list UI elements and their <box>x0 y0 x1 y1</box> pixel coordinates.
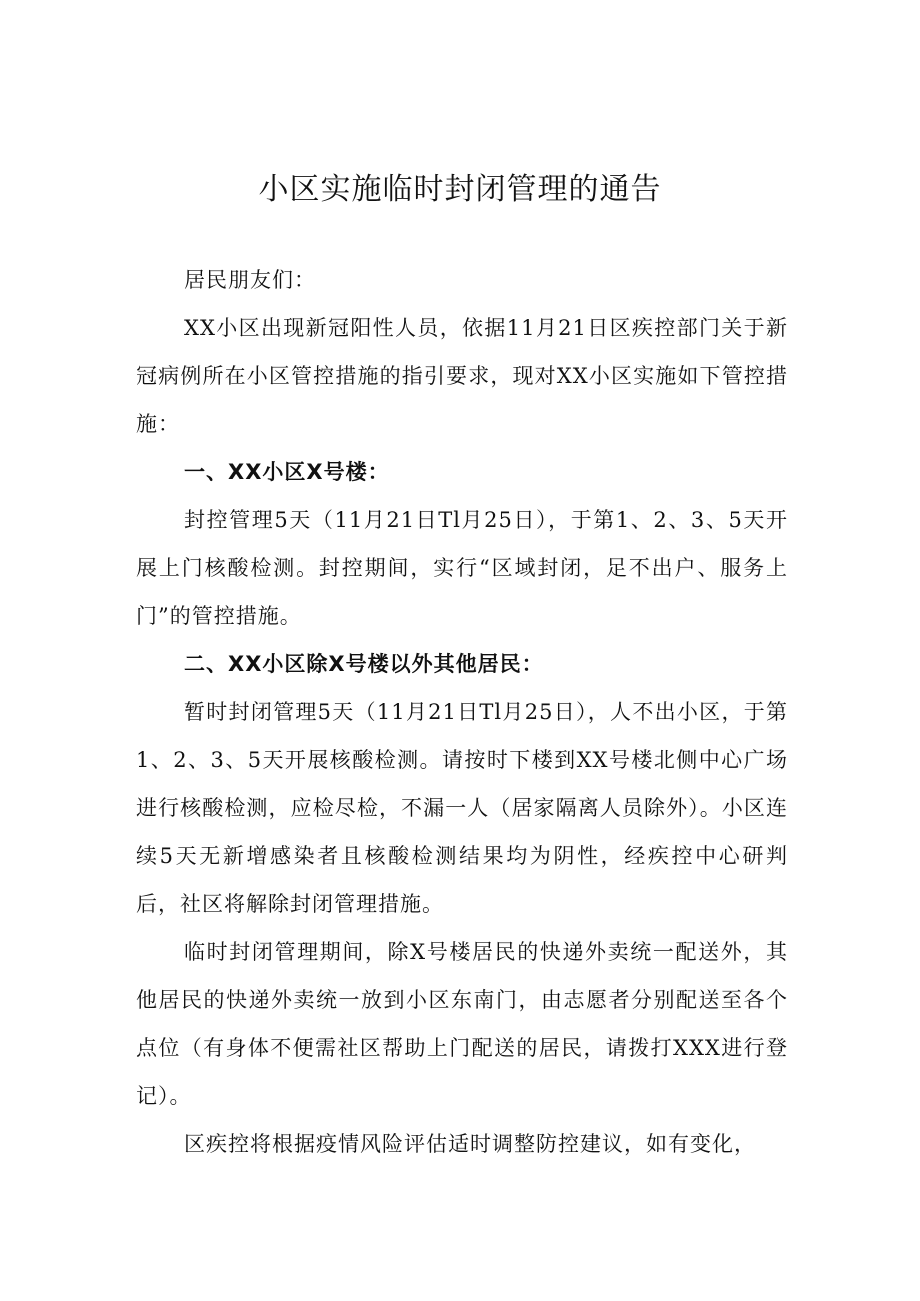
intro-paragraph: XX小区出现新冠阳性人员，依据11月21日区疾控部门关于新冠病例所在小区管控措施的指引要求，现对XX小区实施如下管控措施： <box>136 316 788 436</box>
greeting-paragraph: 居民朋友们： <box>184 268 316 292</box>
section-1-paragraph: 封控管理5天（11月21日Tl月25日），于第1、2、3、5天开展上门核酸检测。封控期间，实行“区域封闭，足不出户、服务上门”的管控措施。 <box>136 508 788 628</box>
document-title: 小区实施临时封闭管理的通告 <box>258 172 662 207</box>
delivery-paragraph: 临时封闭管理期间，除X号楼居民的快递外卖统一配送外，其他居民的快递外卖统一放到小区东南门，由志愿者分别配送至各个点位（有身体不便需社区帮助上门配送的居民，请拨打XXX进行登记）。 <box>136 940 788 1108</box>
document-body <box>136 256 788 1168</box>
section-1-heading: 一、XX小区X号楼： <box>184 460 390 484</box>
section-2-paragraph: 暂时封闭管理5天（11月21日Tl月25日），人不出小区，于第1、2、3、5天开展核酸检测。请按时下楼到XX号楼北侧中心广场进行核酸检测，应检尽检，不漏一人（居家隔离人员除外）。小区连续5天无新增感染者且核酸检测结果均为阴性，经疾控中心研判后，社区将解除封闭管理措施。 <box>136 700 788 916</box>
closing-paragraph: 区疾控将根据疫情风险评估适时调整防控建议，如有变化， <box>184 1132 756 1156</box>
section-2-heading: 二、XX小区除X号楼以外其他居民： <box>184 652 544 676</box>
